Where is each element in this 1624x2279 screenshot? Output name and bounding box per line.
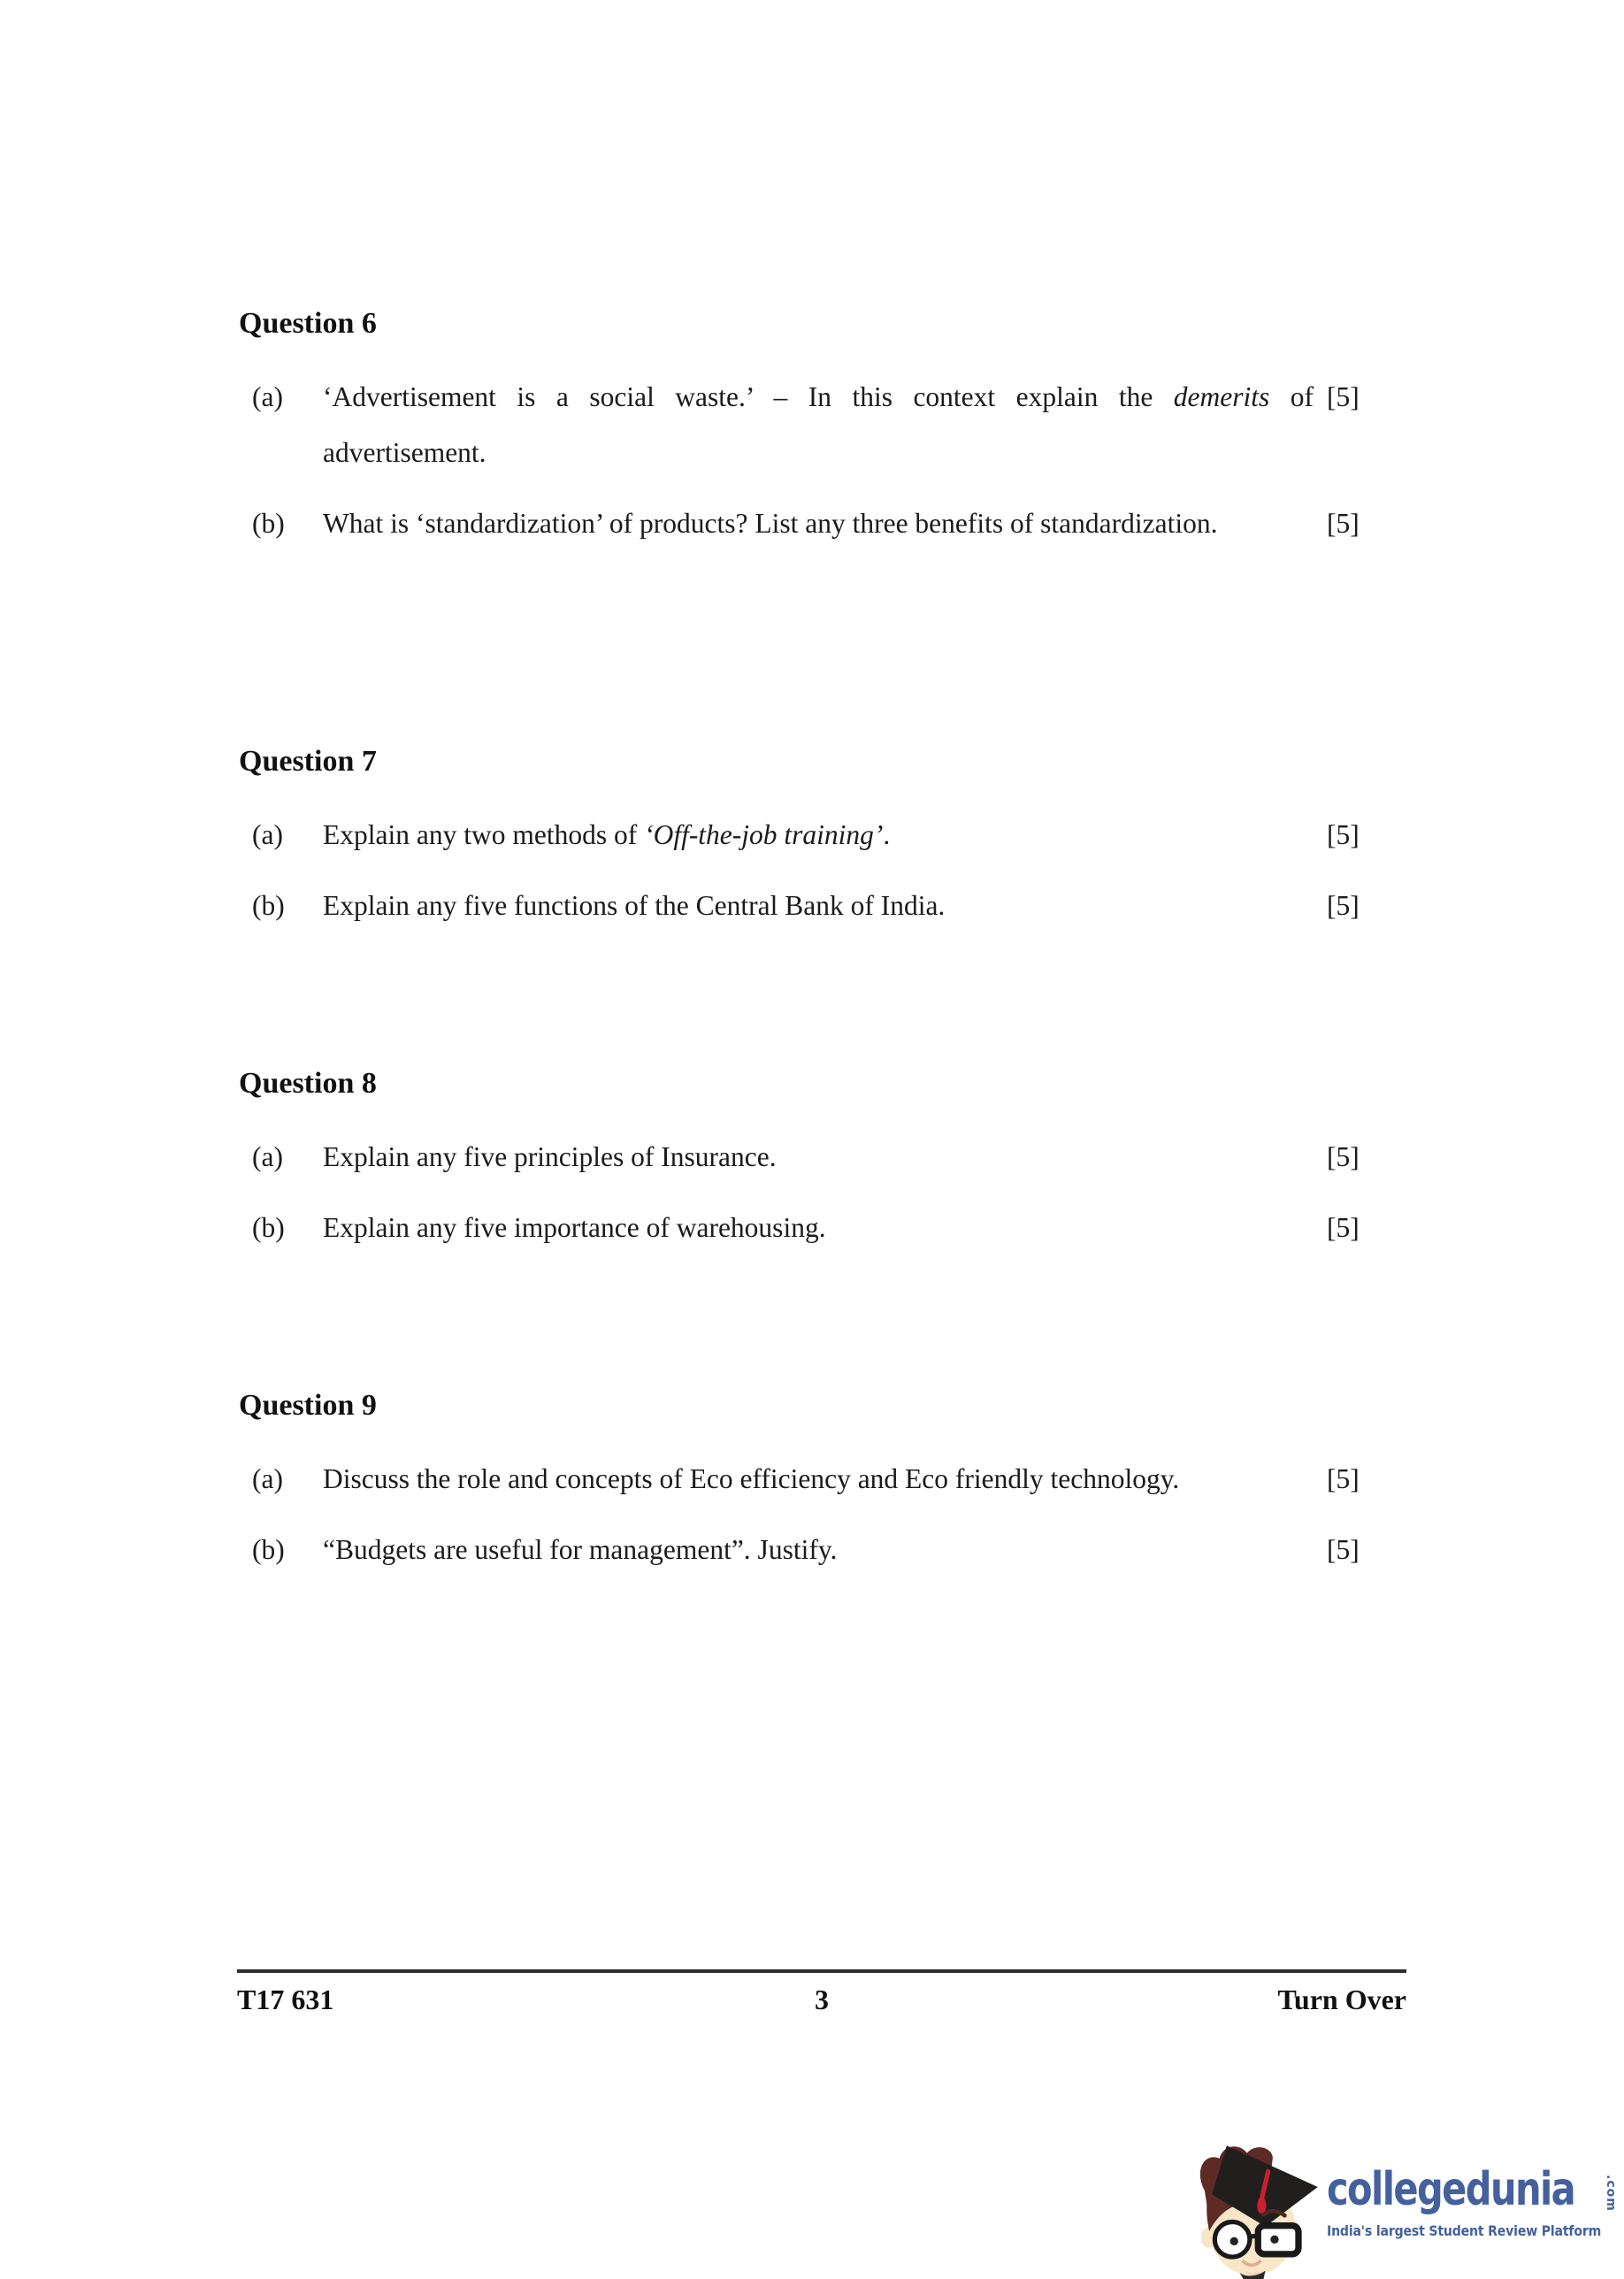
question-title: Question 6 [239,307,377,340]
brand-tld: .com [1604,2175,1618,2212]
item-label: (b) [252,1212,285,1243]
page-footer [237,1969,1406,2016]
item-text [323,1522,1314,1577]
marks-badge: [5] [1327,890,1360,921]
brand-tagline: India's largest Student Review Platform [1327,2222,1602,2239]
item-text [323,495,1314,551]
question-item [239,1522,1389,1577]
item-text [323,878,1314,933]
question-item [239,878,1389,933]
question-title: Question 9 [239,1389,377,1422]
item-text [323,1451,1314,1507]
item-text [323,807,1314,863]
page-number: 3 [815,1984,829,2015]
marks-badge: [5] [1327,508,1360,539]
marks-badge: [5] [1327,819,1360,850]
item-text-pre: ‘Advertisement is a social waste.’ – In this context explain the [323,381,1174,412]
turn-over-label: Turn Over [1277,1984,1406,2015]
item-text-pre: “Budgets are useful for management”. Justify. [323,1534,838,1565]
item-label: (b) [252,1534,285,1565]
question-block-9 [239,1387,1389,1577]
item-text-italic: ‘Off-the-job training’ [644,819,884,850]
marks-badge: [5] [1327,381,1360,412]
question-item [239,807,1389,863]
question-title: Question 7 [239,745,377,778]
question-item [239,369,1389,480]
item-text-post: of advertisement. [323,381,1314,468]
marks-badge: [5] [1327,1534,1360,1565]
question-item [239,1200,1389,1255]
item-text-pre: Explain any five importance of warehousing. [323,1212,826,1243]
question-item [239,1129,1389,1185]
item-label: (a) [252,1463,283,1494]
marks-badge: [5] [1327,1141,1360,1172]
item-text-post: . [883,819,891,850]
question-item [239,1451,1389,1507]
marks-badge: [5] [1327,1212,1360,1243]
collegedunia-logo [1178,2141,1624,2279]
item-text-pre: Explain any two methods of [323,819,645,850]
question-block-7 [239,743,1389,933]
item-text-pre: Discuss the role and concepts of Eco efficiency and Eco friendly technology. [323,1463,1180,1494]
marks-badge: [5] [1327,1463,1360,1494]
item-label: (b) [252,508,285,539]
brand-wordmark: collegedunia [1327,2163,1575,2216]
item-text-pre: Explain any five functions of the Central Bank of India. [323,890,946,921]
item-text-italic: demerits [1173,381,1270,412]
question-item [239,495,1389,551]
graduate-mascot-icon [1178,2141,1327,2279]
item-text [323,369,1314,480]
item-label: (a) [252,1141,283,1172]
item-text [323,1200,1314,1255]
item-text-pre: What is ‘standardization’ of products? List any three benefits of standardization. [323,508,1218,539]
footer-paper-code: T17 631 [237,1984,334,2015]
question-block-6 [239,305,1389,551]
item-label: (a) [252,819,283,850]
question-block-8 [239,1065,1389,1255]
question-title: Question 8 [239,1067,377,1100]
item-label: (b) [252,890,285,921]
item-text [323,1129,1314,1185]
item-text-pre: Explain any five principles of Insurance. [323,1141,777,1172]
item-label: (a) [252,381,283,412]
